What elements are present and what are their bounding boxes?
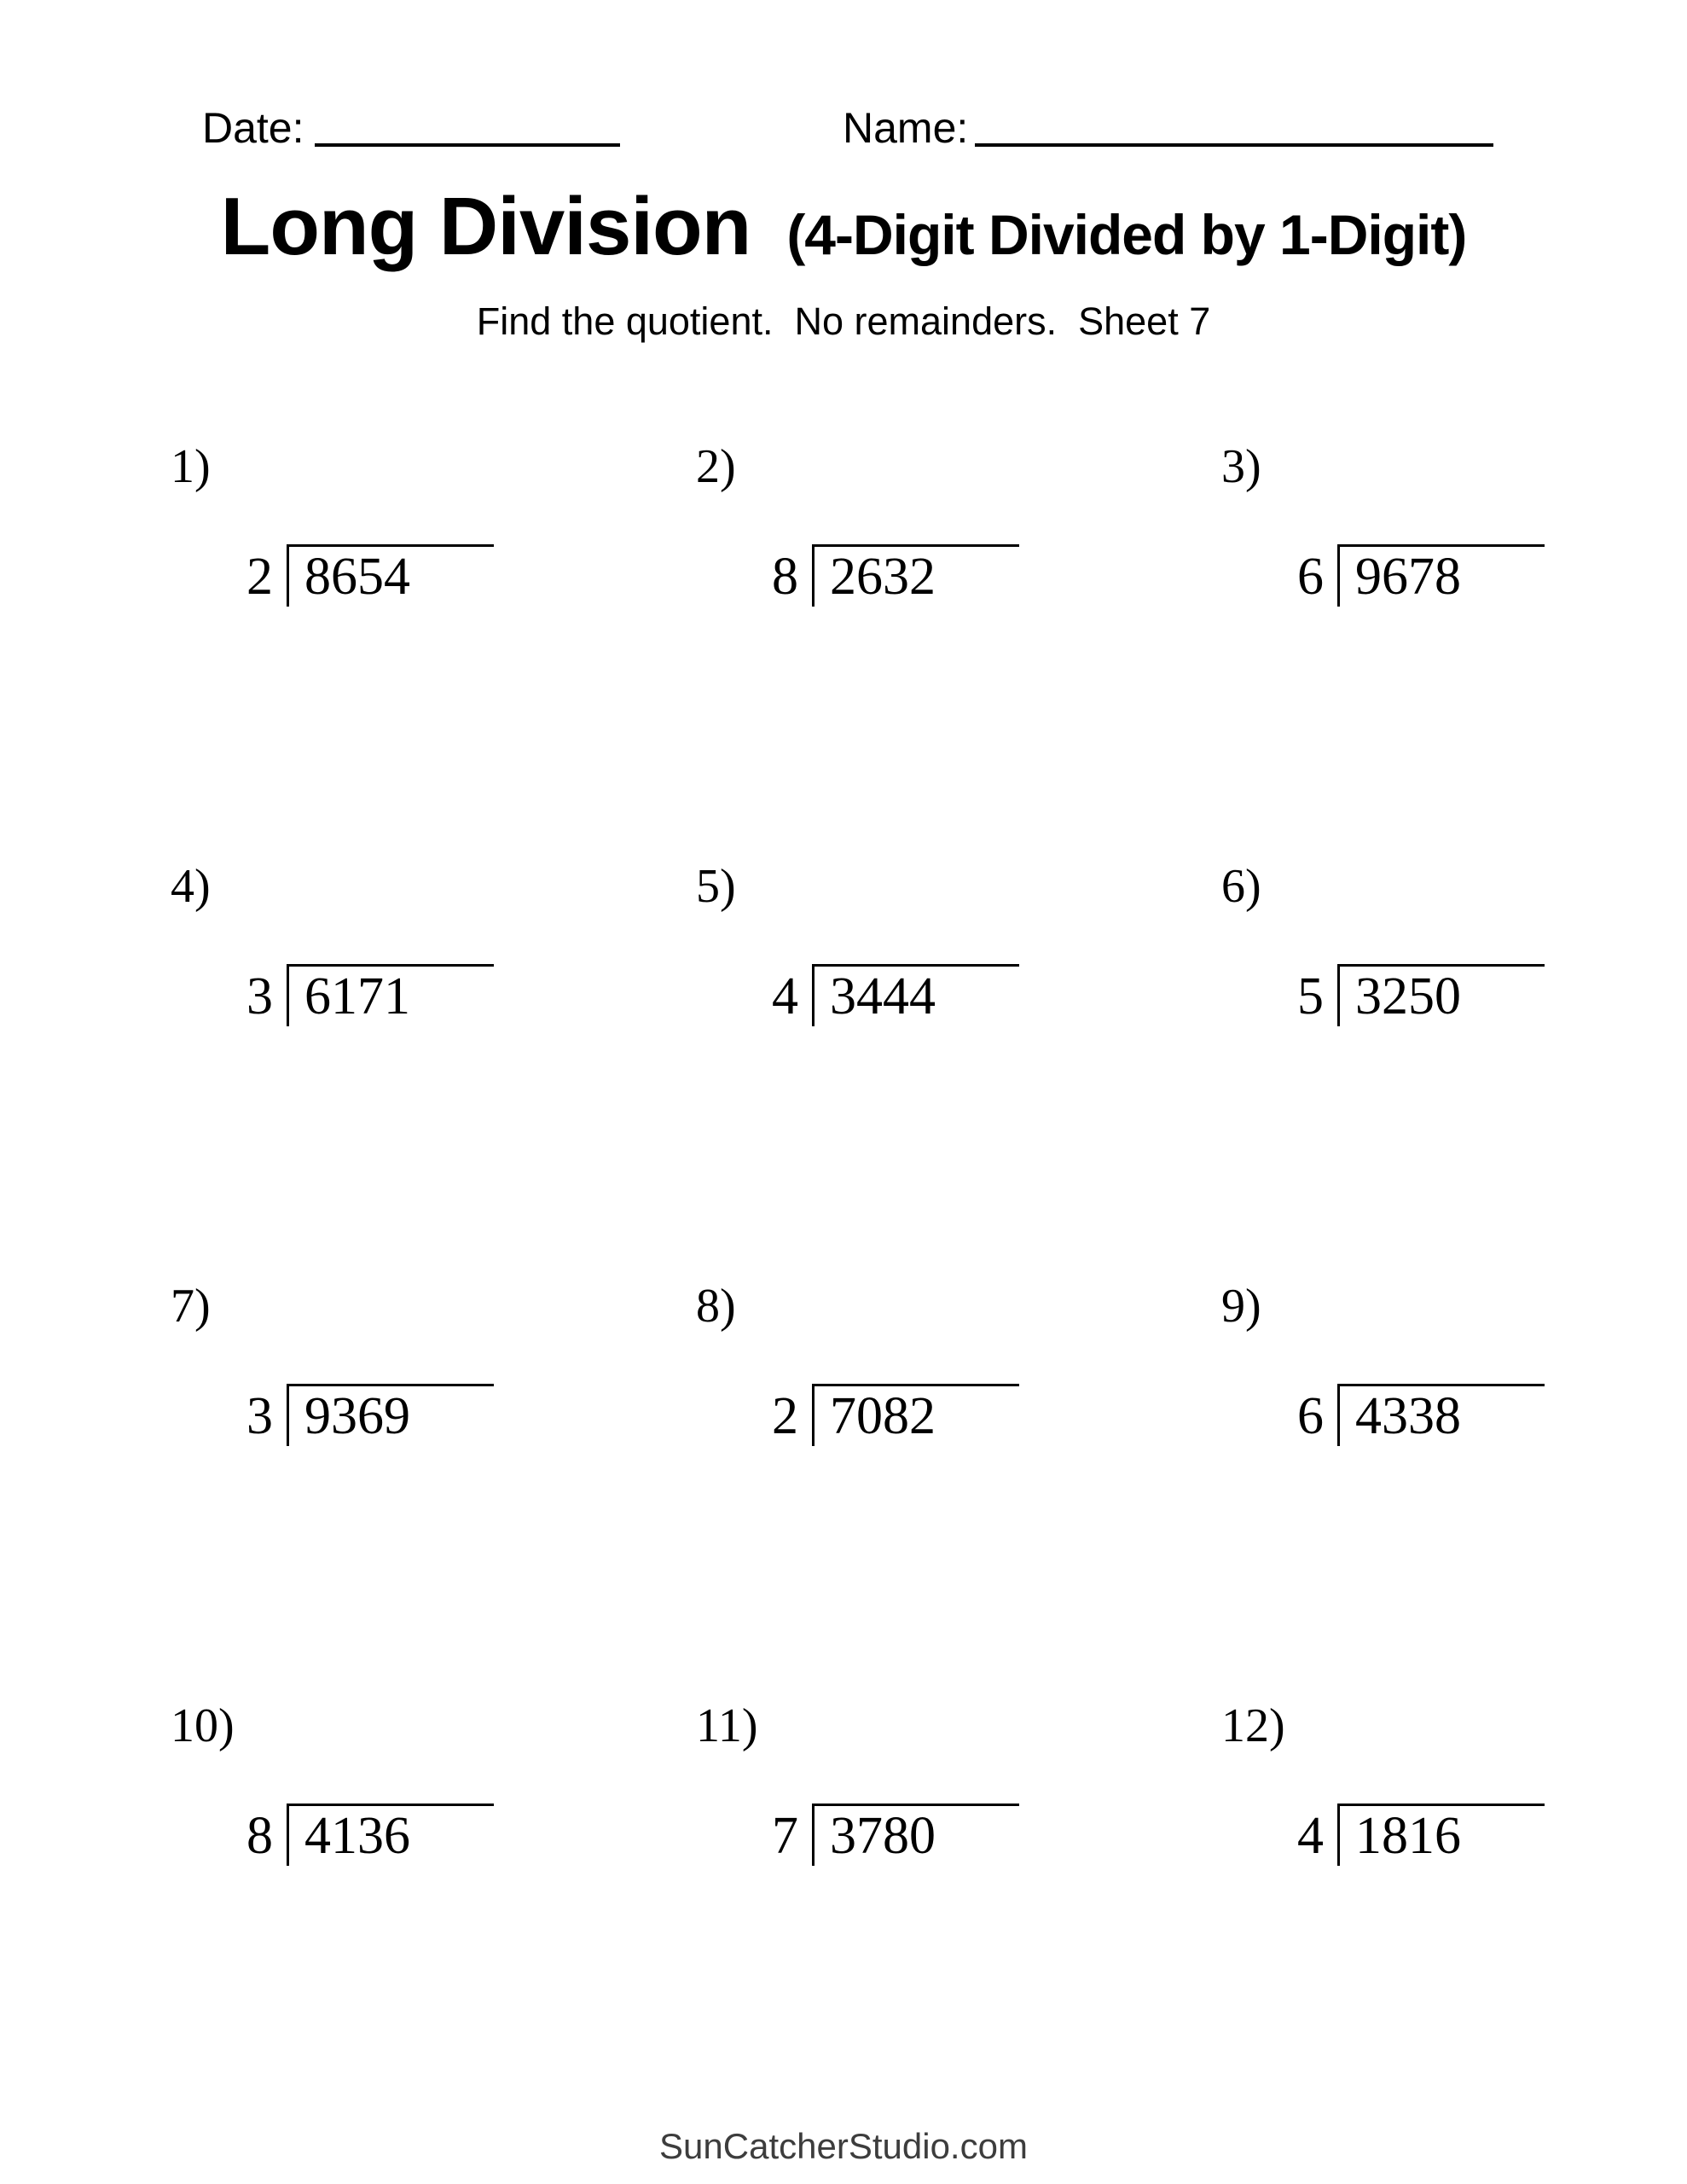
division-problem-12 — [1221, 1699, 1687, 2122]
instructions-text: Find the quotient. No remainders. Sheet 7 — [476, 299, 1211, 343]
divisor: 2 — [772, 1387, 798, 1445]
dividend: 3250 — [1337, 964, 1545, 1026]
long-division-bracket — [218, 544, 696, 607]
division-problem-9 — [1221, 1282, 1687, 1702]
divisor: 2 — [246, 548, 273, 606]
division-problem-1 — [171, 440, 696, 863]
divisor: 5 — [1297, 967, 1324, 1025]
dividend: 4136 — [287, 1804, 494, 1866]
title-main: Long Division — [220, 181, 751, 272]
division-problem-4 — [171, 860, 696, 1282]
division-problem-8 — [696, 1282, 1221, 1702]
long-division-bracket — [1269, 544, 1687, 607]
problem-number: 4) — [171, 860, 211, 913]
problem-number: 10) — [171, 1699, 235, 1752]
divisor: 6 — [1297, 1387, 1324, 1445]
problem-number: 1) — [171, 440, 211, 493]
divisor: 3 — [246, 1387, 273, 1445]
division-problem-2 — [696, 440, 1221, 863]
division-problem-6 — [1221, 860, 1687, 1282]
division-problem-3 — [1221, 440, 1687, 863]
long-division-bracket — [744, 964, 1221, 1026]
problem-number: 8) — [696, 1280, 736, 1333]
date-label: Date: — [202, 104, 304, 152]
dividend: 9678 — [1337, 544, 1545, 607]
problems-grid — [171, 440, 1687, 2122]
division-problem-11 — [696, 1699, 1221, 2122]
name-field-group — [843, 104, 1493, 152]
problem-number: 2) — [696, 440, 736, 493]
dividend: 4338 — [1337, 1384, 1545, 1446]
problem-number: 5) — [696, 860, 736, 913]
title-qualifier: (4-Digit Divided by 1-Digit) — [786, 203, 1467, 266]
dividend: 6171 — [287, 964, 494, 1026]
divisor: 4 — [772, 967, 798, 1025]
dividend: 8654 — [287, 544, 494, 607]
long-division-bracket — [744, 1384, 1221, 1446]
footer-credit: SunCatcherStudio.com — [659, 2126, 1028, 2166]
long-division-bracket — [218, 964, 696, 1026]
problem-number: 11) — [696, 1699, 758, 1752]
problem-number: 7) — [171, 1280, 211, 1333]
divisor: 8 — [246, 1807, 273, 1865]
divisor: 6 — [1297, 548, 1324, 606]
divisor: 3 — [246, 967, 273, 1025]
long-division-bracket — [1269, 964, 1687, 1026]
long-division-bracket — [1269, 1804, 1687, 1866]
page-title — [0, 181, 1687, 272]
long-division-bracket — [218, 1804, 696, 1866]
name-label: Name: — [843, 104, 969, 152]
dividend: 2632 — [812, 544, 1019, 607]
problem-number: 6) — [1221, 860, 1261, 913]
long-division-bracket — [744, 1804, 1221, 1866]
date-field-group — [202, 104, 620, 152]
dividend: 3444 — [812, 964, 1019, 1026]
divisor: 8 — [772, 548, 798, 606]
dividend: 7082 — [812, 1384, 1019, 1446]
dividend: 1816 — [1337, 1804, 1545, 1866]
name-blank-line — [975, 118, 1493, 147]
problem-number: 9) — [1221, 1280, 1261, 1333]
dividend: 9369 — [287, 1384, 494, 1446]
division-problem-10 — [171, 1699, 696, 2122]
division-problem-7 — [171, 1282, 696, 1702]
long-division-bracket — [1269, 1384, 1687, 1446]
divisor: 4 — [1297, 1807, 1324, 1865]
problem-number: 12) — [1221, 1699, 1285, 1752]
long-division-bracket — [218, 1384, 696, 1446]
long-division-bracket — [744, 544, 1221, 607]
dividend: 3780 — [812, 1804, 1019, 1866]
problem-number: 3) — [1221, 440, 1261, 493]
divisor: 7 — [772, 1807, 798, 1865]
division-problem-5 — [696, 860, 1221, 1282]
date-blank-line — [315, 118, 620, 147]
